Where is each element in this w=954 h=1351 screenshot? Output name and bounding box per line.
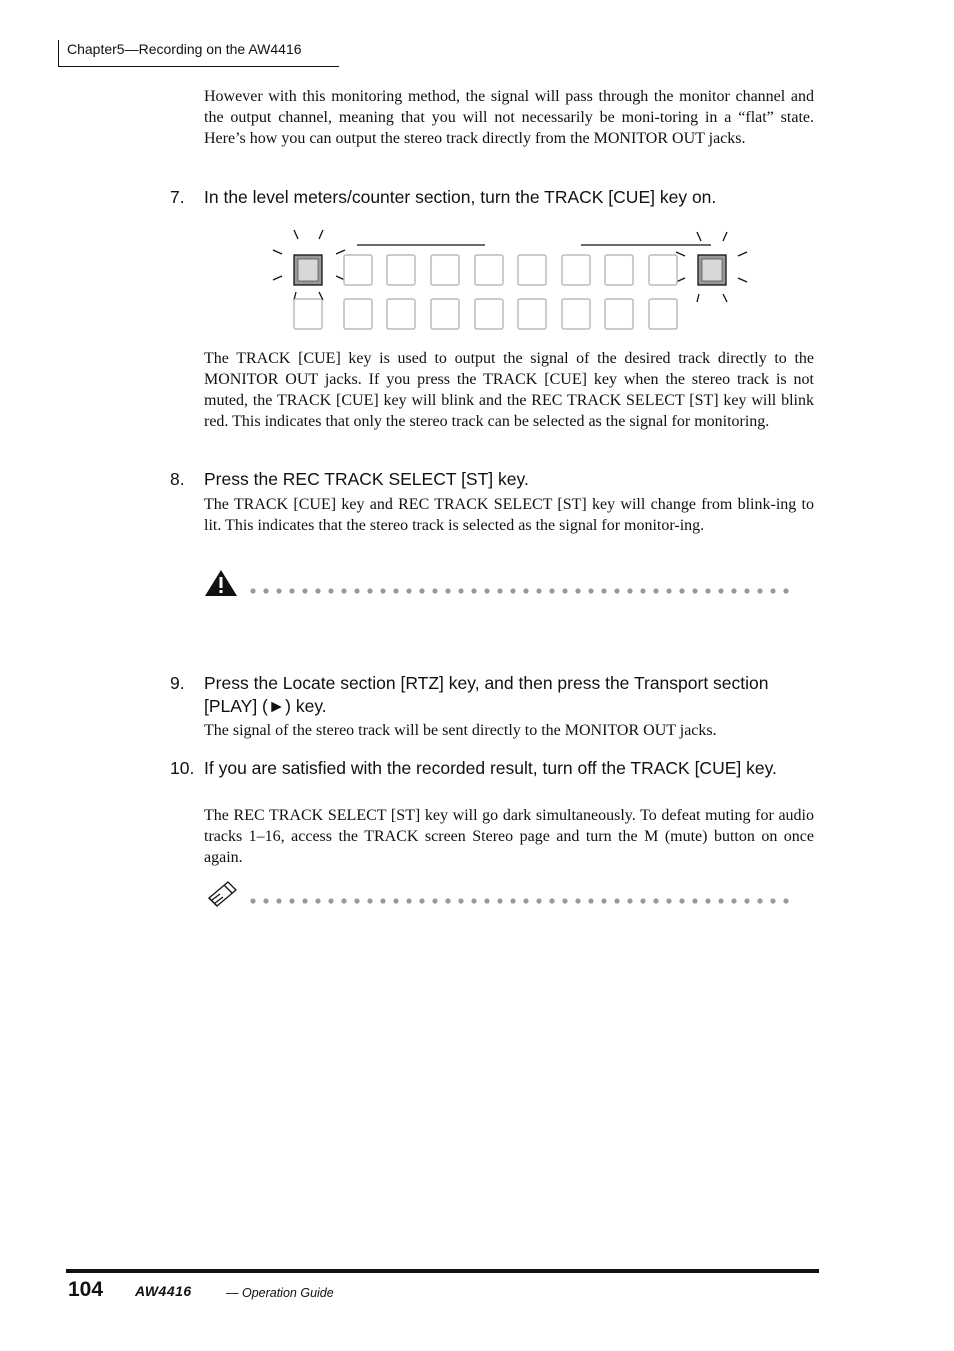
step-text: Press the Locate section [RTZ] key, and then press the Transport section [PLAY] (►) key. [204, 673, 769, 716]
step-7-description: The TRACK [CUE] key is used to output the signal of the desired track directly to the MONITOR OUT jacks. If you press the TRACK [CUE] key when the stereo track is not muted, the TRACK [CUE] key will blink and the REC TRACK SELECT [ST] key will blink red. This indicates that only the stereo track can be selected as the signal for monitoring. [204, 350, 814, 430]
warning-separator [250, 587, 790, 595]
step-text: In the level meters/counter section, turn the TRACK [CUE] key on. [204, 187, 717, 207]
step-text: If you are satisfied with the recorded result, turn off the TRACK [CUE] key. [204, 758, 777, 778]
pencil-note-icon [206, 880, 238, 908]
logo-text: AW4416 [135, 1284, 192, 1298]
step-8-description: The TRACK [CUE] key and REC TRACK SELECT [ST] key will change from blink-ing to lit. This indicates that the stereo track is selected as the signal for monitor-ing. [204, 496, 814, 534]
page-number: 104 [68, 1278, 104, 1301]
step-text: Press the REC TRACK SELECT [ST] key. [204, 469, 529, 489]
footer-rule [66, 1269, 819, 1273]
step-10-description: The REC TRACK SELECT [ST] key will go dark simultaneously. To defeat muting for audio tracks 1–16, access the TRACK screen Stereo page and turn the M (mute) button on once again. [204, 807, 814, 866]
step-9-description: The signal of the stereo track will be sent directly to the MONITOR OUT jacks. [204, 722, 717, 739]
step-number: 9. [170, 673, 185, 693]
warning-triangle-icon [204, 569, 238, 597]
chapter-header [58, 40, 339, 67]
operation-guide-label: — Operation Guide [226, 1286, 334, 1300]
step-number: 7. [170, 187, 185, 207]
aw4416-logo [135, 1284, 223, 1298]
key-panel-illustration [265, 225, 755, 335]
tip-separator [250, 897, 790, 905]
chapter-title: Chapter5—Recording on the AW4416 [67, 41, 302, 57]
intro-paragraph: However with this monitoring method, the signal will pass through the monitor channel and the output channel, meaning that you will not necessarily be moni-toring in a “flat” state. Here’s how you can output the stereo track directly from the MONITOR OUT jacks. [204, 88, 814, 147]
step-number: 10. [170, 758, 195, 778]
step-number: 8. [170, 469, 185, 489]
